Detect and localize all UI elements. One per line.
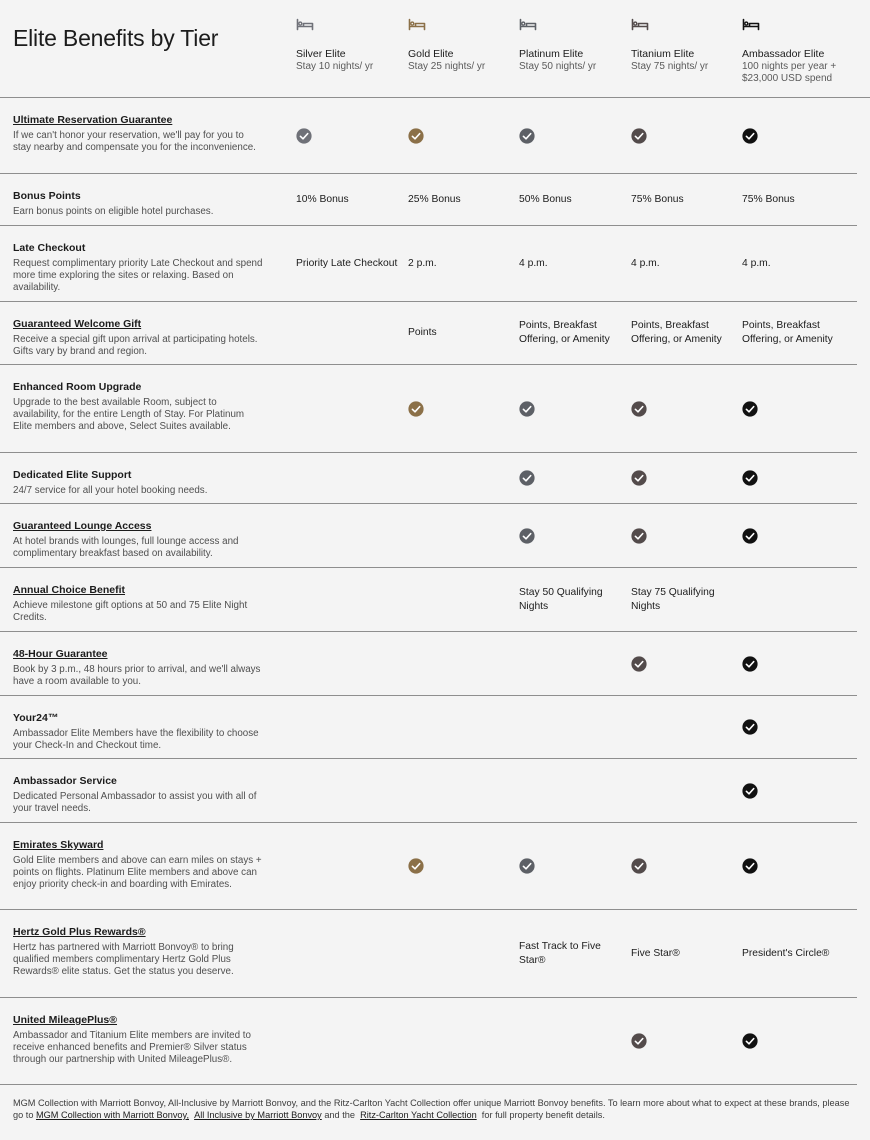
benefit-cell-ambassador bbox=[742, 365, 850, 452]
benefit-value: Five Star® bbox=[631, 947, 680, 959]
benefit-value: Points, Breakfast Offering, or Amenity bbox=[742, 320, 833, 345]
all-inclusive-link[interactable]: All Inclusive by Marriott Bonvoy bbox=[194, 1110, 322, 1120]
benefit-description: At hotel brands with lounges, full lounge access and complimentary breakfast based on availability. bbox=[13, 536, 239, 559]
tier-header-titanium bbox=[631, 18, 741, 73]
benefit-cell-titanium bbox=[631, 453, 739, 503]
benefit-description: Hertz has partnered with Marriott Bonvoy® to bring qualified members complimentary Hertz Gold Plus Rewards® elite status. Get the status you deserve. bbox=[13, 942, 234, 977]
benefit-cell-ambassador bbox=[742, 998, 850, 1084]
benefit-value: President's Circle® bbox=[742, 947, 830, 959]
benefit-description: Earn bonus points on eligible hotel purchases. bbox=[13, 206, 214, 217]
checkmark-icon bbox=[631, 528, 647, 544]
benefit-value: Points bbox=[408, 327, 437, 338]
benefit-value: 50% Bonus bbox=[519, 193, 572, 205]
benefit-cell-titanium bbox=[631, 98, 739, 173]
benefit-value: 10% Bonus bbox=[296, 193, 349, 205]
bed-icon bbox=[296, 18, 314, 31]
benefit-description: Request complimentary priority Late Checkout and spend more time exploring the sites or relaxing. Based on availability. bbox=[13, 258, 263, 293]
benefit-info bbox=[13, 377, 263, 433]
benefit-title: Dedicated Elite Support bbox=[13, 469, 132, 481]
benefit-row bbox=[0, 759, 857, 823]
checkmark-icon bbox=[519, 401, 535, 417]
benefit-description: Achieve milestone gift options at 50 and 75 Elite Night Credits. bbox=[13, 600, 248, 623]
tier-header-gold bbox=[408, 18, 518, 73]
benefit-value: 75% Bonus bbox=[742, 193, 795, 205]
checkmark-icon bbox=[408, 858, 424, 874]
checkmark-icon bbox=[408, 128, 424, 144]
checkmark-icon bbox=[296, 128, 312, 144]
checkmark-icon bbox=[519, 470, 535, 486]
tier-name: Platinum Elite bbox=[519, 48, 584, 60]
benefit-value: 4 p.m. bbox=[631, 257, 660, 269]
benefit-cell-titanium bbox=[631, 226, 739, 301]
benefit-title-link[interactable]: Ultimate Reservation Guarantee bbox=[13, 114, 173, 126]
benefit-row bbox=[0, 910, 857, 998]
ritz-carlton-yacht-link[interactable]: Ritz-Carlton Yacht Collection bbox=[360, 1110, 477, 1120]
benefit-info bbox=[13, 314, 263, 358]
benefit-cell-platinum bbox=[519, 302, 627, 364]
benefit-cell-silver bbox=[296, 98, 404, 173]
benefit-row bbox=[0, 453, 857, 504]
checkmark-icon bbox=[742, 1033, 758, 1049]
benefit-title: Your24™ bbox=[13, 712, 59, 724]
benefit-row bbox=[0, 998, 857, 1085]
benefit-title-link[interactable]: Guaranteed Lounge Access bbox=[13, 520, 152, 532]
table-header bbox=[0, 0, 870, 98]
benefit-value: Points, Breakfast Offering, or Amenity bbox=[631, 320, 722, 345]
tier-header-platinum bbox=[519, 18, 629, 73]
tier-header-silver bbox=[296, 18, 406, 73]
benefit-cell-titanium bbox=[631, 174, 739, 225]
checkmark-icon bbox=[519, 528, 535, 544]
benefit-value: Priority Late Checkout bbox=[296, 257, 398, 269]
benefit-row bbox=[0, 226, 857, 302]
benefit-cell-platinum bbox=[519, 98, 627, 173]
benefit-row bbox=[0, 632, 857, 696]
checkmark-icon bbox=[742, 858, 758, 874]
benefit-info bbox=[13, 516, 263, 560]
tier-name: Silver Elite bbox=[296, 48, 346, 60]
benefit-cell-ambassador bbox=[742, 696, 850, 758]
benefit-title-link[interactable]: Guaranteed Welcome Gift bbox=[13, 318, 142, 330]
benefit-row bbox=[0, 504, 857, 568]
benefit-info bbox=[13, 835, 263, 891]
benefit-info bbox=[13, 708, 263, 752]
tier-header-ambassador bbox=[742, 18, 852, 85]
benefit-cell-platinum bbox=[519, 174, 627, 225]
benefit-cell-platinum bbox=[519, 910, 627, 997]
checkmark-icon bbox=[742, 719, 758, 735]
benefit-row bbox=[0, 174, 857, 226]
benefit-cell-platinum bbox=[519, 226, 627, 301]
benefit-cell-ambassador bbox=[742, 302, 850, 364]
benefit-info bbox=[13, 465, 263, 497]
bed-icon bbox=[742, 18, 760, 31]
page-title: Elite Benefits by Tier bbox=[13, 25, 219, 51]
tier-requirement: Stay 10 nights/ yr bbox=[296, 61, 374, 72]
benefit-cell-gold bbox=[408, 823, 516, 909]
benefit-description: If we can't honor your reservation, we'll pay for you to stay nearby and compensate you for the inconvenience. bbox=[13, 130, 256, 153]
benefit-cell-platinum bbox=[519, 504, 627, 567]
benefit-description: Upgrade to the best available Room, subject to availability, for the entire Length of Stay. For Platinum Elite members and above, Select Suites available. bbox=[13, 397, 245, 432]
benefit-cell-gold bbox=[408, 226, 516, 301]
benefit-cell-platinum bbox=[519, 568, 627, 631]
benefit-description: Ambassador Elite Members have the flexibility to choose your Check-In and Checkout time. bbox=[13, 728, 259, 751]
benefit-cell-ambassador bbox=[742, 823, 850, 909]
benefit-cell-silver bbox=[296, 226, 404, 301]
benefit-cell-titanium bbox=[631, 365, 739, 452]
tier-requirement: Stay 25 nights/ yr bbox=[408, 61, 486, 72]
benefit-cell-platinum bbox=[519, 365, 627, 452]
benefit-cell-gold bbox=[408, 174, 516, 225]
benefit-cell-ambassador bbox=[742, 910, 850, 997]
benefit-cell-gold bbox=[408, 302, 516, 364]
benefit-cell-ambassador bbox=[742, 226, 850, 301]
benefit-info bbox=[13, 110, 263, 154]
benefit-title-link[interactable]: 48-Hour Guarantee bbox=[13, 648, 108, 660]
checkmark-icon bbox=[742, 470, 758, 486]
benefit-title-link[interactable]: Annual Choice Benefit bbox=[13, 584, 126, 596]
checkmark-icon bbox=[519, 858, 535, 874]
benefit-value: 75% Bonus bbox=[631, 193, 684, 205]
benefit-description: 24/7 service for all your hotel booking needs. bbox=[13, 485, 208, 496]
benefit-cell-platinum bbox=[519, 823, 627, 909]
benefit-value: Points, Breakfast Offering, or Amenity bbox=[519, 320, 610, 345]
benefit-title-link[interactable]: Hertz Gold Plus Rewards® bbox=[13, 926, 146, 938]
tier-name: Ambassador Elite bbox=[742, 48, 825, 60]
benefit-value: 4 p.m. bbox=[519, 257, 548, 269]
bed-icon bbox=[631, 18, 649, 31]
bed-icon bbox=[408, 18, 426, 31]
checkmark-icon bbox=[631, 1033, 647, 1049]
benefit-value: 25% Bonus bbox=[408, 193, 461, 205]
checkmark-icon bbox=[631, 656, 647, 672]
benefit-value: Stay 50 Qualifying Nights bbox=[519, 586, 603, 612]
benefit-value: 4 p.m. bbox=[742, 257, 771, 269]
benefit-description: Dedicated Personal Ambassador to assist you with all of your travel needs. bbox=[13, 791, 257, 814]
benefit-row bbox=[0, 568, 857, 632]
benefit-info bbox=[13, 186, 263, 218]
benefit-cell-titanium bbox=[631, 632, 739, 695]
footer-text: for full property benefit details. bbox=[479, 1110, 605, 1120]
benefit-value: Fast Track to Five Star® bbox=[519, 940, 601, 966]
benefit-description: Gold Elite members and above can earn miles on stays + points on flights. Platinum Elite members and above can enjoy priority check-in and boarding with Emirates. bbox=[13, 855, 262, 890]
benefit-cell-ambassador bbox=[742, 632, 850, 695]
benefit-description: Book by 3 p.m., 48 hours prior to arrival, and we'll always have a room available to you. bbox=[13, 664, 261, 687]
benefit-cell-ambassador bbox=[742, 174, 850, 225]
benefit-title-link[interactable]: Emirates Skyward bbox=[13, 839, 104, 851]
tier-name: Gold Elite bbox=[408, 48, 454, 60]
benefit-cell-ambassador bbox=[742, 504, 850, 567]
benefit-cell-gold bbox=[408, 365, 516, 452]
bed-icon bbox=[519, 18, 537, 31]
benefit-cell-ambassador bbox=[742, 98, 850, 173]
benefit-cell-ambassador bbox=[742, 759, 850, 822]
benefit-value: Stay 75 Qualifying Nights bbox=[631, 586, 715, 612]
checkmark-icon bbox=[631, 470, 647, 486]
tier-name: Titanium Elite bbox=[631, 48, 695, 60]
checkmark-icon bbox=[742, 656, 758, 672]
benefit-info bbox=[13, 580, 263, 624]
benefit-row bbox=[0, 365, 857, 453]
benefit-info bbox=[13, 922, 263, 978]
benefit-row bbox=[0, 302, 857, 365]
benefit-cell-gold bbox=[408, 98, 516, 173]
benefit-title: Ambassador Service bbox=[13, 775, 117, 787]
benefit-info bbox=[13, 644, 263, 688]
benefit-info bbox=[13, 1010, 263, 1066]
checkmark-icon bbox=[742, 128, 758, 144]
checkmark-icon bbox=[631, 128, 647, 144]
benefit-title: Late Checkout bbox=[13, 242, 86, 254]
tier-requirement: Stay 50 nights/ yr bbox=[519, 61, 597, 72]
benefit-row bbox=[0, 696, 857, 759]
benefit-value: 2 p.m. bbox=[408, 257, 437, 269]
benefit-info bbox=[13, 771, 263, 815]
benefit-cell-titanium bbox=[631, 998, 739, 1084]
benefit-cell-silver bbox=[296, 174, 404, 225]
checkmark-icon bbox=[631, 858, 647, 874]
benefit-description: Receive a special gift upon arrival at participating hotels. Gifts vary by brand and region. bbox=[13, 334, 258, 357]
benefit-row bbox=[0, 98, 857, 174]
footer-text: MGM Collection with Marriott Bonvoy, All-Inclusive by Marriott Bonvoy, and the Ritz-Carlton Yacht Collection offer unique Marriott Bonvoy benefits. To learn more about what to expect at these brands, please go to bbox=[13, 1098, 850, 1120]
benefit-cell-titanium bbox=[631, 823, 739, 909]
benefit-title: Bonus Points bbox=[13, 190, 81, 202]
checkmark-icon bbox=[742, 528, 758, 544]
benefit-cell-titanium bbox=[631, 568, 739, 631]
mgm-collection-link[interactable]: MGM Collection with Marriott Bonvoy, bbox=[36, 1110, 189, 1120]
footer-note bbox=[13, 1097, 853, 1121]
tier-requirement: Stay 75 nights/ yr bbox=[631, 61, 709, 72]
benefit-cell-platinum bbox=[519, 453, 627, 503]
footer-text: and the bbox=[321, 1110, 358, 1120]
benefit-cell-titanium bbox=[631, 504, 739, 567]
checkmark-icon bbox=[519, 128, 535, 144]
benefit-title: Enhanced Room Upgrade bbox=[13, 381, 142, 393]
benefit-cell-ambassador bbox=[742, 453, 850, 503]
benefit-info bbox=[13, 238, 263, 294]
benefit-cell-titanium bbox=[631, 910, 739, 997]
checkmark-icon bbox=[631, 401, 647, 417]
checkmark-icon bbox=[742, 401, 758, 417]
benefit-title-link[interactable]: United MileagePlus® bbox=[13, 1014, 118, 1026]
benefit-description: Ambassador and Titanium Elite members are invited to receive enhanced benefits and Premier® Silver status through our partnership with United MileagePlus®. bbox=[13, 1030, 251, 1065]
checkmark-icon bbox=[408, 401, 424, 417]
benefit-cell-titanium bbox=[631, 302, 739, 364]
benefit-row bbox=[0, 823, 857, 910]
checkmark-icon bbox=[742, 783, 758, 799]
tier-requirement: 100 nights per year + $23,000 USD spend bbox=[742, 61, 837, 84]
